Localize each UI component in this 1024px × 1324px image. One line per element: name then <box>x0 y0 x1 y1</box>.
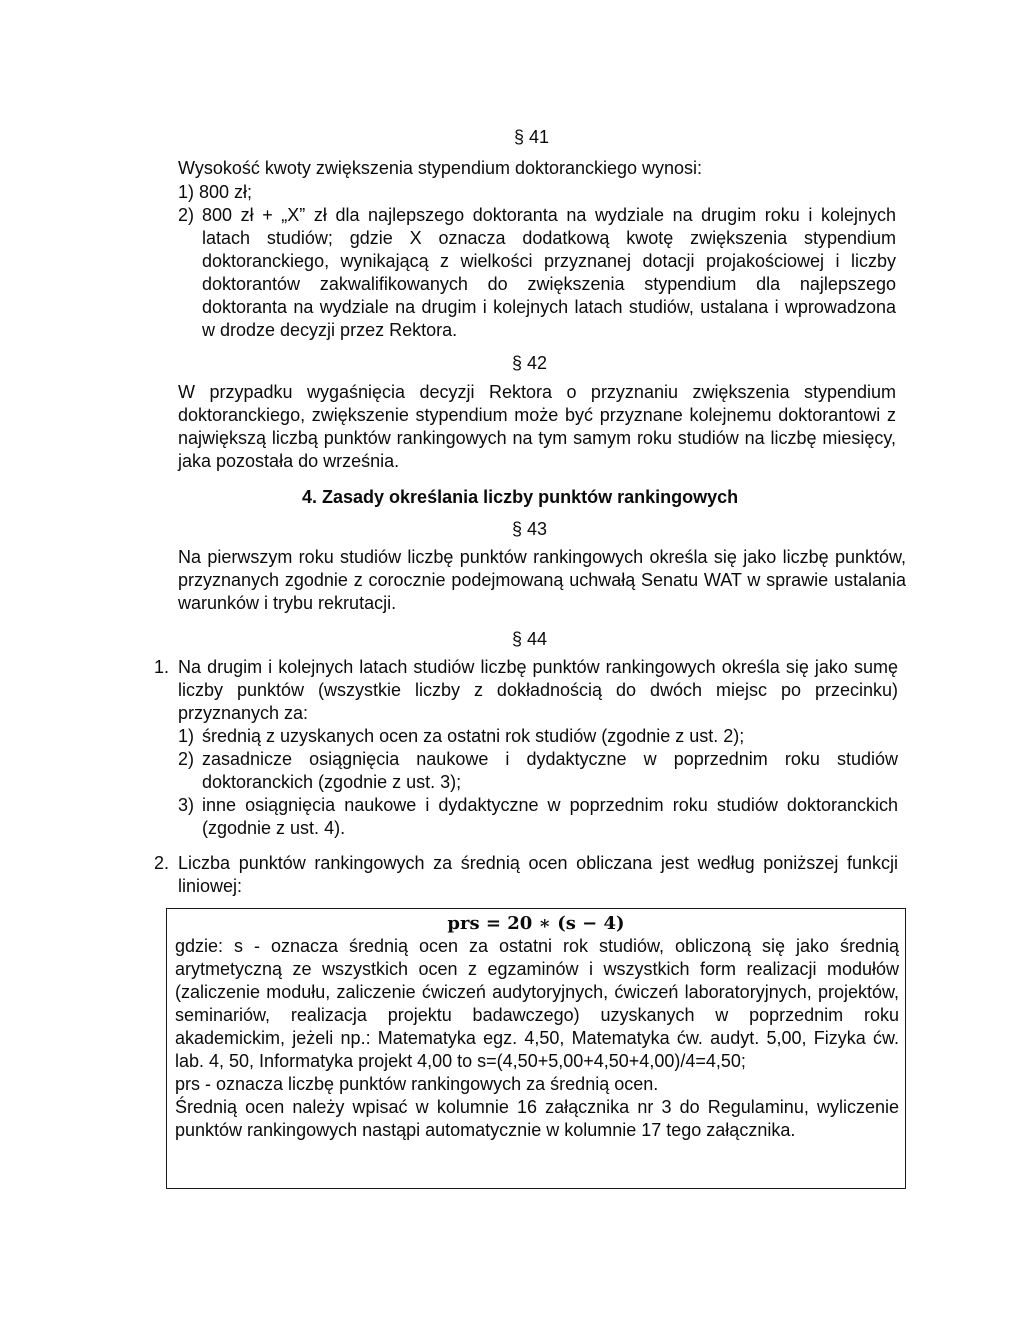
section-43-text: Na pierwszym roku studiów liczbę punktów rankingowych określa się jako liczbę punktów, przyznanych zgodnie z corocznie podejmowaną uchwałą Senatu WAT w sprawie ustalania warunków i trybu rekrutacji. <box>178 547 906 613</box>
point-number: 1. <box>154 657 170 677</box>
sub-item-text: inne osiągnięcia naukowe i dydaktyczne w poprzednim roku studiów doktoranckich (zgodnie z ust. 4). <box>202 795 898 838</box>
sub-item-number: 3) <box>178 795 195 815</box>
formula-box <box>166 908 906 1189</box>
section-41-item-2 <box>178 204 896 342</box>
section-41-intro: Wysokość kwoty zwiększenia stypendium doktoranckiego wynosi: <box>178 158 703 178</box>
sub-item-number: 2) <box>178 749 195 769</box>
formula-explanation <box>175 935 899 1142</box>
formula-definition-s: gdzie: s - oznacza średnią ocen za ostatni rok studiów, obliczoną się jako średnią arytmetyczną ze wszystkich ocen z egzaminów i wszystkich form realizacji modułów (zaliczenie modułu, zaliczenie ćwiczeń audytoryjnych, ćwiczeń laboratoryjnych, projektów, seminariów, realizacja projektu badawczego) uzyskanych w poprzednim roku akademickim, jeżeli np.: Matematyka egz. 4,50, Matematyka ćw. audyt. 5,00, Fizyka ćw. lab. 4, 50, Informatyka projekt 4,00 to s=(4,50+5,00+4,50+4,00)/4=4,50; <box>175 936 899 1071</box>
point-text: Liczba punktów rankingowych za średnią ocen obliczana jest według poniższej funkcji liniowej: <box>178 853 898 896</box>
sub-item-text: zasadnicze osiągnięcia naukowe i dydaktyczne w poprzednim roku studiów doktoranckich (zgodnie z ust. 3); <box>202 749 898 792</box>
item-number: 2) <box>178 205 195 225</box>
section-44-sub-list <box>154 725 898 840</box>
item-text: 800 zł + „X” zł dla najlepszego doktoranta na wydziale na drugim roku i kolejnych latach studiów; gdzie X oznacza dodatkową kwotę zwiększenia stypendium doktoranckiego, wynikającą z wielkości przyznanej dotacji projakościowej i liczby doktorantów zakwalifikowanych do zwiększenia stypendium dla najlepszego doktoranta na wydziale na drugim i kolejnych latach studiów, ustalana i wprowadzona w drodze decyzji przez Rektora. <box>202 205 896 340</box>
section-44-point-2 <box>154 852 898 898</box>
section-41-heading: § 41 <box>514 127 550 147</box>
sub-item-3 <box>178 794 898 840</box>
formula: prs = 20 ∗ (s − 4) <box>447 913 625 934</box>
point-number: 2. <box>154 853 170 873</box>
point-text: Na drugim i kolejnych latach studiów liczbę punktów rankingowych określa się jako sumę liczby punktów (wszystkie liczby z dokładnością do dwóch miejsc po przecinku) przyznanych za: <box>178 657 898 723</box>
section-41-item-1: 1) 800 zł; <box>178 182 253 202</box>
section-43-heading: § 43 <box>512 519 548 539</box>
sub-item-text: średnią z uzyskanych ocen za ostatni rok studiów (zgodnie z ust. 2); <box>202 726 745 746</box>
formula-instruction: Średnią ocen należy wpisać w kolumnie 16 załącznika nr 3 do Regulaminu, wyliczenie punktów rankingowych nastąpi automatycznie w kolumnie 17 tego załącznika. <box>175 1097 899 1140</box>
section-44-point-1 <box>154 656 898 725</box>
sub-item-1 <box>178 725 898 748</box>
section-44-list <box>154 656 898 898</box>
formula-definition-prs: prs - oznacza liczbę punktów rankingowych za średnią ocen. <box>175 1074 659 1094</box>
section-42-text: W przypadku wygaśnięcia decyzji Rektora o przyznaniu zwiększenia stypendium doktoranckiego, zwiększenie stypendium może być przyznane kolejnemu doktorantowi z największą liczbą punktów rankingowych na tym samym roku studiów na liczbę miesięcy, jaka pozostała do września. <box>178 382 896 471</box>
section-44-heading: § 44 <box>512 629 548 649</box>
sub-item-2 <box>178 748 898 794</box>
chapter-4-title: 4. Zasady określania liczby punktów rankingowych <box>302 487 739 507</box>
sub-item-number: 1) <box>178 726 195 746</box>
section-42-heading: § 42 <box>512 353 548 373</box>
